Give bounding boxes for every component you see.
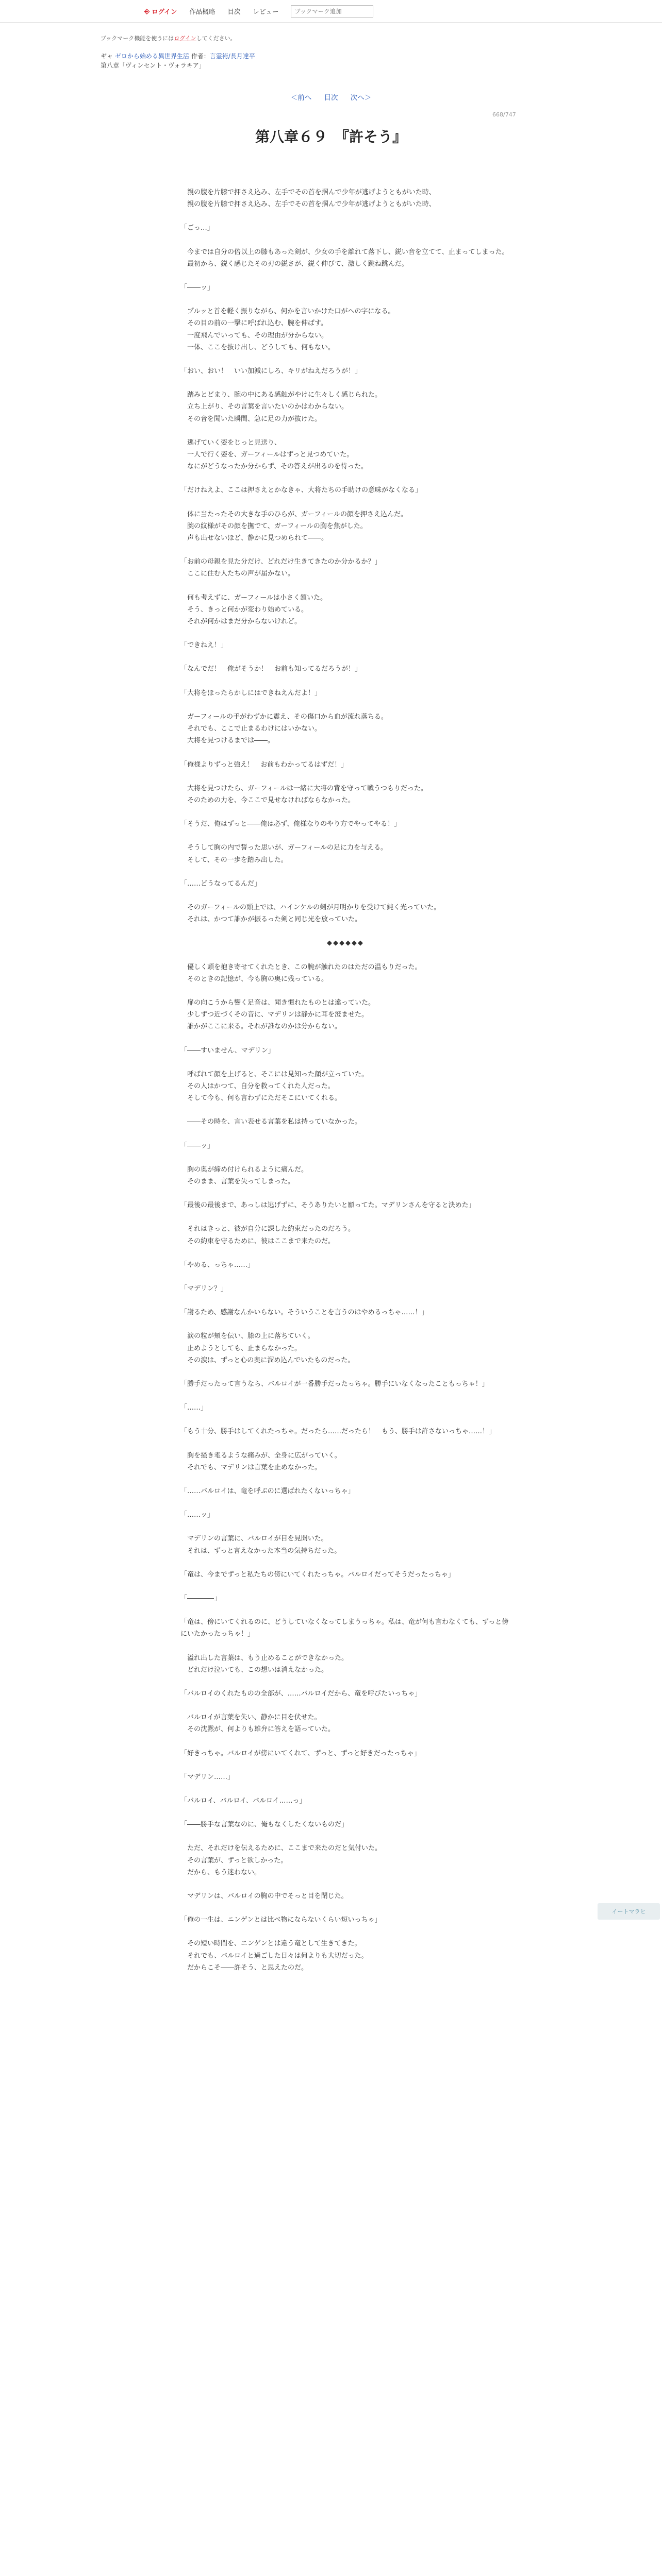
paragraph: それは、ずっと言えなかった本当の気持ちだった。 <box>180 1547 341 1555</box>
paragraph: その約束を守るために、彼はここまで来たのだ。 <box>180 1237 335 1245</box>
paragraph: 胸の奥が締め付けられるように痛んだ。 <box>180 1165 308 1174</box>
paragraph: 「お前の母親を見た分だけ、どれだけ生きてきたのか分かるか？」 <box>180 558 382 566</box>
paragraph: それはきっと、彼が自分に課した約束だったのだろう。 <box>180 1225 355 1233</box>
paragraph: 止めようとしても、止まらなかった。 <box>180 1344 302 1352</box>
chapter-line: 第八章「ヴィンセント・ヴォラキア」 <box>101 62 205 69</box>
paragraph: 扉の向こうから響く足音は、聞き慣れたものとは違っていた。 <box>180 998 375 1007</box>
paragraph: そのときの記憶が、今も胸の奥に残っている。 <box>180 975 328 983</box>
paragraph-gap <box>180 580 510 592</box>
paragraph: 「――勝手な言葉なのに、俺もなくしたくないものだ」 <box>180 1821 349 1829</box>
paragraph: その音を聞いた瞬間、急に足の力が抜けた。 <box>180 415 322 423</box>
chapter-title: 第八章６９ 『許そう』 <box>255 128 407 145</box>
paragraph-gap <box>180 1152 510 1164</box>
paragraph-gap <box>180 294 510 306</box>
paragraph-gap <box>180 1033 510 1045</box>
paragraph: 「俺の一生は、ニンゲンとは比べ物にならないくらい短いっちゃ」 <box>180 1916 382 1924</box>
paragraph: プルッと首を軽く振りながら、何かを言いかけた口がヘの字になる。 <box>180 308 395 316</box>
novel-title-link[interactable]: ゼロから始める異世界生活 <box>114 53 189 60</box>
side-button[interactable]: イートマラヒ <box>598 1903 660 1920</box>
paragraph: 今までは自分の倍以上の膝もあった剣が、少女の手を離れて落下し、鋭い音を立てて、止まってしまった。 <box>180 248 509 256</box>
paragraph: 「……バルロイは、竜を呼ぶのに選ばれたくないっちゃ」 <box>180 1487 355 1496</box>
paragraph-gap <box>180 890 510 902</box>
paragraph: 「好きっちゃ。バルロイが傍にいてくれて、ずっと、ずっと好きだったっちゃ」 <box>180 1749 421 1757</box>
paragraph-gap <box>180 497 510 509</box>
paragraph-gap <box>180 270 510 282</box>
notice-text: ブックマーク機能を使うには <box>101 35 174 42</box>
paragraph: 声も出せないほど、静かに見つめられて――。 <box>180 534 328 543</box>
paragraph: どれだけ泣いても、この想いは消えなかった。 <box>180 1666 328 1674</box>
paragraph-gap <box>180 1057 510 1069</box>
paragraph: 「――すいません、マデリン」 <box>180 1046 275 1055</box>
novel-series: ギャ <box>101 53 113 60</box>
paragraph: 「なんでだ！ 俺がそうか！ お前も知ってるだろうが！」 <box>180 665 362 673</box>
paragraph: 「マデリン……」 <box>180 1773 235 1781</box>
paragraph: 「竜は、傍にいてくれるのに、どうしていなくなってしまうっちゃ。私は、竜が何も言わなくても、ずっと傍にいたかったっちゃ！」 <box>180 1618 509 1638</box>
paragraph: 少しずつ近づくその音に、マデリンは静かに耳を澄ませた。 <box>180 1011 369 1019</box>
paragraph-gap <box>180 1188 510 1199</box>
paragraph: 胸を掻き毟るような痛みが、全身に広がっていく。 <box>180 1451 341 1460</box>
paragraph: マデリンは、バルロイの胸の中でそっと目を閉じた。 <box>180 1892 348 1901</box>
paragraph: 体に当たったその大きな手のひらが、ガーフィールの顔を押さえ込んだ。 <box>180 510 408 518</box>
paragraph: 「マデリン？」 <box>180 1284 228 1293</box>
paragraph-gap <box>180 210 510 222</box>
paragraph: 「できねえ！」 <box>180 641 228 650</box>
paragraph: そして、その一歩を踏み出した。 <box>180 856 288 864</box>
paragraph-gap <box>180 628 510 639</box>
paragraph: それは、かつて誰かが振るった剣と同じ光を放っていた。 <box>180 916 362 924</box>
paragraph: それでも、ここで止まるわけにはいかない。 <box>180 725 322 733</box>
bookmark-notice <box>101 34 236 42</box>
chapter-body <box>180 187 510 1974</box>
next-link[interactable]: 次へ＞ <box>350 94 372 102</box>
paragraph-gap <box>180 925 510 937</box>
paragraph-gap <box>180 353 510 365</box>
paragraph: そのための力を、今ここで見せなければならなかった。 <box>180 796 355 804</box>
paragraph: 「最後の最後まで、あっしは逃げずに、そうありたいと願ってた。マデリンさんを守ると決めた」 <box>180 1201 475 1210</box>
nav-review[interactable]: レビュー <box>253 8 279 15</box>
paragraph-gap <box>180 675 510 687</box>
paragraph: 「謝るため、感謝なんかいらない。そういうことを言うのはやめるっちゃ……！」 <box>180 1309 428 1317</box>
paragraph-gap <box>180 699 510 711</box>
paragraph: 「バルロイ、バルロイ、バルロイ……っ」 <box>180 1797 306 1805</box>
paragraph-gap <box>180 1581 510 1592</box>
paragraph: 「竜は、今までずっと私たちの傍にいてくれたっちゃ。バルロイだってそうだったっちゃ」 <box>180 1570 455 1579</box>
paragraph-gap <box>180 1104 510 1116</box>
paragraph: ガーフィールの手がわずかに震え、その傷口から血が流れ落ちる。 <box>180 713 388 721</box>
paragraph-gap <box>180 1783 510 1795</box>
login-link[interactable] <box>144 7 177 16</box>
paragraph-gap <box>180 1366 510 1378</box>
paragraph: なにがどうなったか分からず、その答えが出るのを待った。 <box>180 463 368 471</box>
login-icon: ⎆ <box>144 7 150 15</box>
paragraph: 「ごっ…」 <box>180 224 214 232</box>
paragraph-gap <box>180 1247 510 1259</box>
paragraph-gap <box>180 1438 510 1450</box>
notice-login-link[interactable]: ログイン <box>174 35 196 42</box>
paragraph-gap <box>180 1700 510 1711</box>
paragraph: それでも、マデリンは言葉を止めなかった。 <box>180 1463 322 1471</box>
paragraph: ――その時を、言い表せる言葉を私は持っていなかった。 <box>180 1118 362 1126</box>
paragraph: 「――ッ」 <box>180 284 214 292</box>
paragraph: だから、もう迷わない。 <box>180 1868 261 1876</box>
paragraph: 最初から、鋭く感じたその刃の鋭さが、鋭く伸びて、激しく跳ね跳んだ。 <box>180 260 408 268</box>
paragraph: 一人で行く姿を、ガーフィールはずっと見つめていた。 <box>180 451 354 459</box>
paragraph: 誰かがここに来る。それが誰なのかは分からない。 <box>180 1023 342 1031</box>
paragraph-gap <box>180 985 510 997</box>
novel-info <box>101 52 255 70</box>
chapter-number: 668/747 <box>492 111 516 118</box>
paragraph: 「――――」 <box>180 1595 221 1603</box>
paragraph: バルロイが言葉を失い、静かに目を伏せた。 <box>180 1714 321 1722</box>
paragraph-gap <box>180 1557 510 1569</box>
paragraph-gap <box>180 425 510 437</box>
paragraph: その涙は、ずっと心の奥に溜め込んでいたものだった。 <box>180 1356 355 1364</box>
paragraph-gap <box>180 544 510 556</box>
paragraph-gap <box>180 830 510 842</box>
paragraph-gap <box>180 771 510 783</box>
paragraph-gap <box>180 1497 510 1509</box>
paragraph: そうして胸の内で誓った思いが、ガーフィールの足に力を与える。 <box>180 844 388 852</box>
paragraph: 踏みとどまり、腕の中にある感触がやけに生々しく感じられた。 <box>180 391 382 399</box>
paragraph: その言葉が、ずっと欲しかった。 <box>180 1856 288 1865</box>
paragraph: そして今も、何も言わずにただそこにいてくれる。 <box>180 1094 342 1103</box>
paragraph-gap <box>180 1736 510 1748</box>
paragraph-gap <box>180 806 510 818</box>
login-label: ログイン <box>152 8 177 15</box>
paragraph-gap <box>180 1318 510 1330</box>
author-link[interactable]: 言霊術/長月達平 <box>209 53 255 60</box>
paragraph: 一体、ここを抜け出し、どうしても、何もない。 <box>180 343 335 351</box>
paragraph: 「バルロイのくれたものの全部が、……バルロイだから、竜を呼びたいっちゃ」 <box>180 1690 422 1698</box>
paragraph: それでも、バルロイと過ごした日々は何よりも大切だった。 <box>180 1952 368 1960</box>
paragraph: 「……」 <box>180 1404 208 1412</box>
paragraph-gap <box>180 1759 510 1771</box>
nav-index[interactable]: 目次 <box>227 8 241 15</box>
paragraph: その目の前の一撃に呼ばれ込む、腕を伸ばす。 <box>180 319 327 328</box>
paragraph-gap <box>180 1807 510 1819</box>
paragraph: 「勝手だったって言うなら、バルロイが一番勝手だったっちゃ。勝手にいなくなったこともっちゃ！」 <box>180 1380 489 1388</box>
paragraph-gap <box>180 1211 510 1223</box>
paragraph: 「そうだ、俺はずっと――俺は必ず、俺様なりのやり方でやってやる！」 <box>180 820 401 828</box>
paragraph: そのまま、言葉を失ってしまった。 <box>180 1177 295 1185</box>
paragraph: 「――ッ」 <box>180 1142 214 1150</box>
paragraph: 「……ッ」 <box>180 1511 214 1519</box>
paragraph: 親の腹を片膝で押さえ込み、左手でその首を掴んで少年が逃げようともがいた時、 <box>180 200 436 209</box>
paragraph: 腕の紋様がその顔を撫でて、ガーフィールの胸を焦がした。 <box>180 522 367 530</box>
paragraph-gap <box>180 1676 510 1688</box>
paragraph-gap <box>180 1390 510 1402</box>
paragraph: 「……どうなってるんだ」 <box>180 879 261 888</box>
scene-separator: ◆◆◆◆◆◆ <box>327 939 364 947</box>
paragraph: 立ち上がり、その言葉を言いたいのかはわからない。 <box>180 403 349 411</box>
paragraph: 逃げていく姿をじっと見送り、 <box>180 438 282 447</box>
paragraph-gap <box>180 1521 510 1533</box>
paragraph: 溢れ出した言葉は、もう止めることができなかった。 <box>180 1654 349 1662</box>
paragraph: 何も考えずに、ガーフィールは小さく頷いた。 <box>180 594 327 602</box>
paragraph-gap <box>180 1473 510 1485</box>
paragraph: 一度飛んでいっても、その理由が分からない。 <box>180 331 328 340</box>
paragraph: ただ、それだけを伝えるために、ここまで来たのだと気付いた。 <box>180 1844 382 1853</box>
paragraph: 「だけねえよ、ここは押さえとかなきゃ、大将たちの手助けの意味がなくなる」 <box>180 486 422 495</box>
paragraph-gap <box>180 1128 510 1140</box>
bookmark-input[interactable] <box>291 5 373 18</box>
paragraph: 涙の粒が頬を伝い、膝の上に落ちていく。 <box>180 1332 315 1341</box>
nav-works[interactable]: 作品概略 <box>189 8 216 15</box>
paragraph-gap <box>180 950 510 961</box>
paragraph: 優しく頭を抱き寄せてくれたとき、この腕が触れたのはただの温もりだった。 <box>180 963 422 971</box>
paragraph-gap <box>180 1926 510 1938</box>
prev-link[interactable]: ＜前へ <box>290 94 312 102</box>
paragraph: 「もう十分、勝手はしてくれたっちゃ。だったら……だったら！ もう、勝手は許さないっちゃ……！」 <box>180 1428 496 1436</box>
paragraph: その短い時間を、ニンゲンとは違う竜として生きてきた。 <box>180 1940 361 1948</box>
paragraph: 呼ばれて顔を上げると、そこには見知った顔が立っていた。 <box>180 1070 369 1078</box>
paragraph: 「大将をほったらかしにはできねえんだよ！」 <box>180 689 322 697</box>
paragraph-gap <box>180 472 510 484</box>
paragraph: そのガーフィールの頭上では、ハインケルの剣が月明かりを受けて鈍く光っていた。 <box>180 903 441 911</box>
paragraph-gap <box>180 651 510 663</box>
paragraph-gap <box>180 747 510 759</box>
paragraph: だからこそ――許そう、と思えたのだ。 <box>180 1963 308 1972</box>
paragraph: マデリンの言葉に、バルロイが目を見開いた。 <box>180 1535 328 1543</box>
paragraph: 親の腹を片膝で押さえ込み、左手でその首を掴んで少年が逃げようともがいた時、 <box>180 189 436 196</box>
paragraph-gap <box>180 1295 510 1307</box>
paragraph-gap <box>180 866 510 878</box>
paragraph-gap <box>180 1902 510 1914</box>
pager <box>0 92 662 102</box>
paragraph: 大将を見つけたら、ガーフィールは一緒に大将の背を守って戦うつもりだった。 <box>180 784 428 792</box>
paragraph: その沈黙が、何よりも雄弁に答えを語っていた。 <box>180 1725 335 1734</box>
paragraph-gap <box>180 234 510 246</box>
paragraph: ここに住む人たちの声が届かない。 <box>180 570 295 578</box>
paragraph-gap <box>180 1831 510 1842</box>
paragraph-gap <box>180 1414 510 1426</box>
paragraph: その人はかつて、自分を救ってくれた人だった。 <box>180 1082 335 1090</box>
paragraph: 「やめる、っちゃ……」 <box>180 1261 255 1269</box>
paragraph: そう、きっと何かが変わり始めている。 <box>180 605 308 614</box>
paragraph-gap <box>180 1640 510 1652</box>
paragraph-gap <box>180 377 510 389</box>
notice-text-after: してください。 <box>196 35 236 42</box>
paragraph-gap <box>180 1271 510 1283</box>
paragraph-gap <box>180 1604 510 1616</box>
toc-link[interactable]: 目次 <box>324 94 338 102</box>
top-bar <box>0 0 662 23</box>
author-label: 作者： <box>191 53 210 60</box>
paragraph: 「おい、おい！ いい加減にしろ、キリがねえだろうが！」 <box>180 367 362 376</box>
paragraph: 大将を見つけるまでは――。 <box>180 737 275 745</box>
top-nav <box>144 5 373 18</box>
paragraph: それが何かはまだ分からないけれど。 <box>180 618 302 626</box>
paragraph-gap <box>180 1878 510 1890</box>
paragraph: 「俺様よりずっと強え！ お前もわかってるはずだ！」 <box>180 760 348 769</box>
